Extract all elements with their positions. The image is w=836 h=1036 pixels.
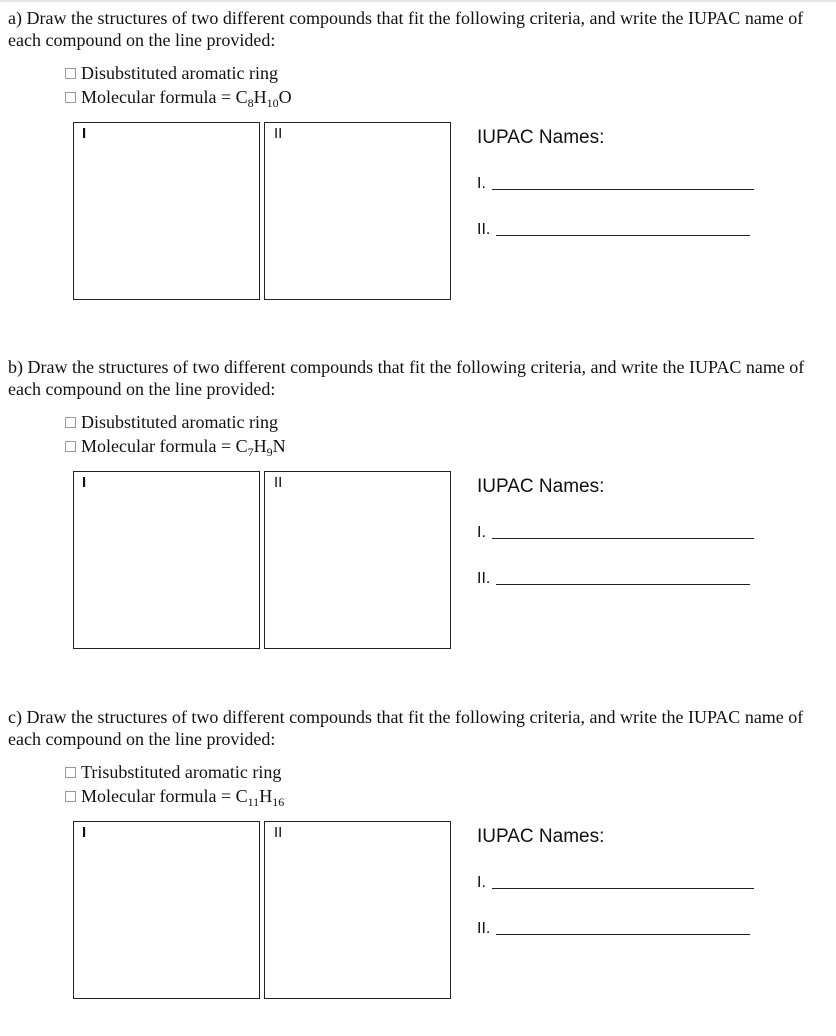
- checkbox[interactable]: [65, 92, 76, 103]
- answer-blank[interactable]: [492, 189, 754, 190]
- name-label: I.: [477, 175, 486, 192]
- criterion-substitution: [65, 411, 278, 433]
- box-label: II: [274, 824, 283, 841]
- checkbox[interactable]: [65, 441, 76, 452]
- box-label: II: [274, 125, 283, 142]
- criterion-substitution: [65, 62, 278, 84]
- criterion-text: Disubstituted aromatic ring: [81, 412, 278, 432]
- iupac-name-line-2[interactable]: [477, 570, 750, 588]
- checkbox[interactable]: [65, 68, 76, 79]
- structure-box-1[interactable]: [73, 821, 260, 999]
- iupac-names-heading: IUPAC Names:: [477, 127, 605, 148]
- box-label: II: [274, 474, 283, 491]
- checkbox[interactable]: [65, 791, 76, 802]
- structure-box-1[interactable]: [73, 122, 260, 300]
- iupac-names-heading: IUPAC Names:: [477, 476, 605, 497]
- iupac-name-line-1[interactable]: [477, 874, 754, 892]
- structure-box-2[interactable]: [264, 821, 451, 999]
- molecular-formula: $C_7H_9N$: [235, 436, 286, 459]
- question-b: [0, 356, 836, 686]
- criterion-text: Trisubstituted aromatic ring: [81, 762, 282, 782]
- answer-blank[interactable]: [496, 235, 750, 236]
- iupac-name-line-1[interactable]: [477, 175, 754, 193]
- molecular-formula: $C_{11}H_{16}$: [235, 786, 285, 809]
- question-c: [0, 706, 836, 1036]
- name-label: II.: [477, 920, 491, 937]
- name-label: I.: [477, 874, 486, 891]
- name-label: II.: [477, 570, 491, 587]
- criterion-formula: [65, 785, 284, 807]
- criterion-text: Disubstituted aromatic ring: [81, 63, 278, 83]
- iupac-names-heading: IUPAC Names:: [477, 826, 605, 847]
- formula-label: Molecular formula =: [81, 87, 236, 107]
- formula-label: Molecular formula =: [81, 786, 236, 806]
- name-label: II.: [477, 221, 491, 238]
- question-prompt: c) Draw the structures of two different compounds that fit the following criteria, and write the IUPAC name of each compound on the line provided:: [8, 707, 804, 749]
- answer-blank[interactable]: [492, 888, 754, 889]
- box-label: I: [82, 474, 87, 491]
- box-label: I: [82, 125, 87, 142]
- top-divider: [0, 0, 836, 2]
- question-prompt: a) Draw the structures of two different compounds that fit the following criteria, and write the IUPAC name of each compound on the line provided:: [8, 8, 804, 50]
- structure-box-1[interactable]: [73, 471, 260, 649]
- question-prompt: b) Draw the structures of two different compounds that fit the following criteria, and write the IUPAC name of each compound on the line provided:: [8, 357, 805, 399]
- name-label: I.: [477, 524, 486, 541]
- structure-box-2[interactable]: [264, 471, 451, 649]
- question-a: [0, 7, 836, 337]
- box-label: I: [82, 824, 87, 841]
- iupac-name-line-2[interactable]: [477, 920, 750, 938]
- formula-label: Molecular formula =: [81, 436, 236, 456]
- iupac-name-line-1[interactable]: [477, 524, 754, 542]
- criterion-substitution: [65, 761, 281, 783]
- molecular-formula: $C_8H_{10}O$: [235, 87, 292, 110]
- criterion-formula: [65, 435, 286, 457]
- criterion-formula: [65, 86, 292, 108]
- answer-blank[interactable]: [496, 934, 750, 935]
- iupac-name-line-2[interactable]: [477, 221, 750, 239]
- answer-blank[interactable]: [496, 584, 750, 585]
- checkbox[interactable]: [65, 767, 76, 778]
- answer-blank[interactable]: [492, 538, 754, 539]
- checkbox[interactable]: [65, 417, 76, 428]
- structure-box-2[interactable]: [264, 122, 451, 300]
